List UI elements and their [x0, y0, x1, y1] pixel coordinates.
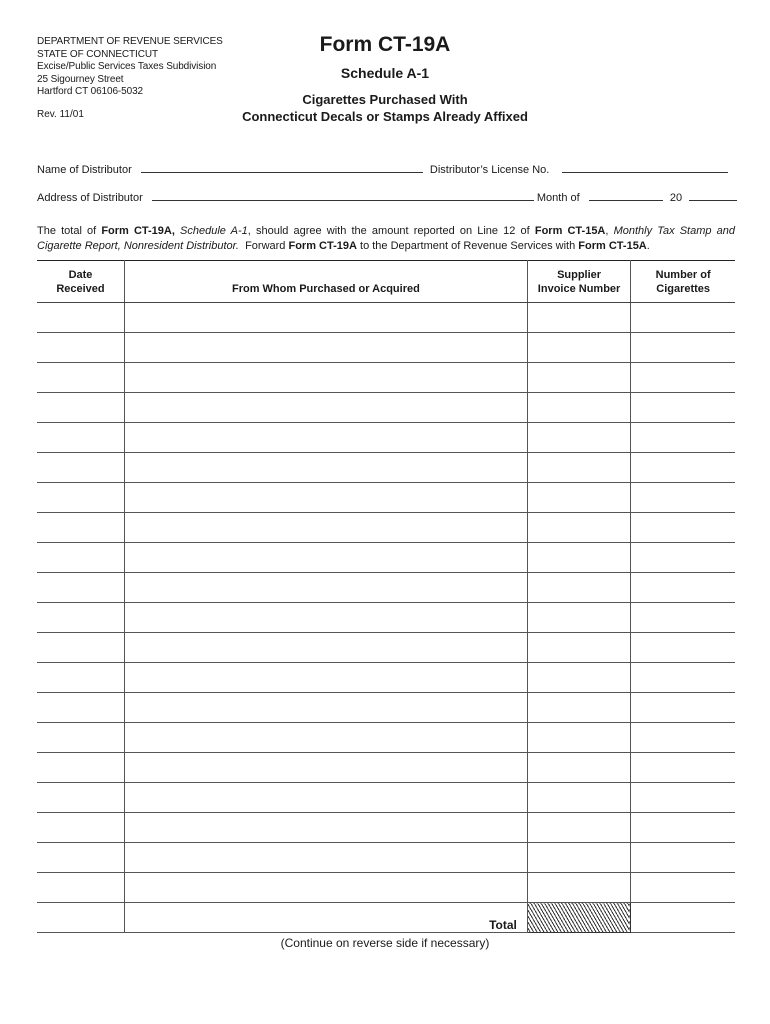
col-header-invoice-number [527, 261, 630, 303]
instructions-schedule-ref: Schedule A-1 [174, 225, 248, 237]
table-row [37, 723, 735, 753]
cigarette-count-cell[interactable] [631, 783, 735, 813]
invoice-number-cell[interactable] [527, 393, 630, 423]
instructions-form-ref-4: Form CT-15A [578, 240, 647, 252]
from-whom-cell[interactable] [124, 843, 527, 873]
instructions-paragraph [37, 224, 735, 254]
col-header-number-of-cigarettes [631, 261, 735, 303]
agency-line-department: DEPARTMENT OF REVENUE SERVICES [37, 36, 223, 47]
cigarette-count-cell[interactable] [631, 813, 735, 843]
table-row [37, 453, 735, 483]
cigarette-count-cell[interactable] [631, 423, 735, 453]
from-whom-cell[interactable] [124, 603, 527, 633]
from-whom-cell[interactable] [124, 513, 527, 543]
instructions-text-2: , should agree with the amount reported on Line 12 of [247, 225, 535, 237]
table-row [37, 333, 735, 363]
from-whom-cell[interactable] [124, 393, 527, 423]
from-whom-cell[interactable] [124, 753, 527, 783]
month-label: Month of [536, 192, 580, 204]
instructions-text-6: . [646, 240, 650, 252]
table-row [37, 693, 735, 723]
date-received-cell[interactable] [37, 603, 124, 633]
license-label: Distributor’s License No. [429, 164, 550, 176]
form-subtitle [220, 91, 550, 125]
table-row [37, 423, 735, 453]
subtitle-line-2: Connecticut Decals or Stamps Already Affixed [242, 109, 528, 124]
col-header-count-line-2: Cigarettes [656, 283, 711, 295]
from-whom-cell[interactable] [124, 573, 527, 603]
col-header-date-received [37, 261, 124, 303]
date-received-cell[interactable] [37, 843, 124, 873]
table-row [37, 543, 735, 573]
invoice-number-cell[interactable] [527, 573, 630, 603]
table-row [37, 513, 735, 543]
total-row-date-cell [37, 903, 124, 933]
date-received-cell[interactable] [37, 573, 124, 603]
cigarette-count-cell[interactable] [631, 303, 735, 333]
date-received-cell[interactable] [37, 723, 124, 753]
from-whom-cell[interactable] [124, 783, 527, 813]
cigarette-count-cell[interactable] [631, 513, 735, 543]
date-received-cell[interactable] [37, 783, 124, 813]
agency-line-subdivision: Excise/Public Services Taxes Subdivision [37, 61, 217, 72]
invoice-number-cell[interactable] [527, 333, 630, 363]
invoice-number-cell[interactable] [527, 783, 630, 813]
col-header-from-whom: From Whom Purchased or Acquired [124, 261, 527, 303]
invoice-number-cell[interactable] [527, 453, 630, 483]
invoice-number-cell[interactable] [527, 693, 630, 723]
col-header-invoice-line-1: Supplier [557, 269, 602, 281]
date-received-cell[interactable] [37, 753, 124, 783]
date-received-cell[interactable] [37, 633, 124, 663]
col-header-date-line-1: Date [68, 269, 93, 281]
from-whom-cell[interactable] [124, 633, 527, 663]
distributor-name-row [37, 163, 728, 176]
date-received-cell[interactable] [37, 663, 124, 693]
distributor-name-field[interactable] [141, 163, 423, 173]
invoice-number-cell[interactable] [527, 483, 630, 513]
date-received-cell[interactable] [37, 543, 124, 573]
table-row [37, 663, 735, 693]
from-whom-cell[interactable] [124, 723, 527, 753]
agency-line-city: Hartford CT 06106-5032 [37, 86, 144, 97]
instructions-form-ref-2: Form CT-15A [534, 225, 606, 237]
from-whom-cell[interactable] [124, 423, 527, 453]
cigarette-count-cell[interactable] [631, 483, 735, 513]
table-header-row [37, 261, 735, 303]
license-number-field[interactable] [562, 163, 728, 173]
total-label: Total [124, 903, 527, 933]
continue-note: (Continue on reverse side if necessary) [280, 936, 490, 950]
table-row [37, 363, 735, 393]
from-whom-cell[interactable] [124, 543, 527, 573]
cigarette-count-cell[interactable] [631, 873, 735, 903]
cigarette-count-cell[interactable] [631, 453, 735, 483]
distributor-name-label: Name of Distributor [37, 164, 132, 176]
from-whom-cell[interactable] [124, 693, 527, 723]
date-received-cell[interactable] [37, 453, 124, 483]
date-received-cell[interactable] [37, 363, 124, 393]
date-received-cell[interactable] [37, 693, 124, 723]
month-field[interactable] [589, 191, 663, 201]
invoice-number-cell[interactable] [527, 543, 630, 573]
table-row [37, 633, 735, 663]
invoice-number-cell[interactable] [527, 723, 630, 753]
cigarette-count-cell[interactable] [631, 603, 735, 633]
invoice-number-cell[interactable] [527, 303, 630, 333]
col-header-invoice-line-2: Invoice Number [537, 283, 621, 295]
subtitle-line-1: Cigarettes Purchased With [302, 92, 468, 107]
date-received-cell[interactable] [37, 813, 124, 843]
table-row [37, 573, 735, 603]
agency-line-state: STATE OF CONNECTICUT [37, 48, 158, 60]
invoice-number-cell[interactable] [527, 753, 630, 783]
from-whom-cell[interactable] [124, 303, 527, 333]
form-title: Form CT-19A [319, 33, 451, 56]
total-invoice-hatched-cell [527, 903, 630, 933]
table-row [37, 393, 735, 423]
year-prefix: 20 [669, 192, 683, 204]
from-whom-cell[interactable] [124, 483, 527, 513]
cigarette-count-cell[interactable] [631, 663, 735, 693]
table-row [37, 753, 735, 783]
agency-address-block [37, 36, 223, 99]
date-received-cell[interactable] [37, 333, 124, 363]
col-header-count-line-1: Number of [655, 269, 711, 281]
cigarette-count-cell[interactable] [631, 573, 735, 603]
cigarette-count-cell[interactable] [631, 693, 735, 723]
instructions-text-4: Forward [238, 240, 289, 252]
invoice-number-cell[interactable] [527, 843, 630, 873]
table-body [37, 303, 735, 933]
schedule-title: Schedule A-1 [340, 65, 430, 81]
table-row [37, 813, 735, 843]
address-label: Address of Distributor [37, 192, 143, 204]
instructions-form-ref-1: Form CT-19A, [101, 225, 175, 237]
table-row [37, 873, 735, 903]
invoice-number-cell[interactable] [527, 633, 630, 663]
cigarette-count-cell[interactable] [631, 723, 735, 753]
year-field[interactable] [689, 191, 737, 201]
cigarette-count-cell[interactable] [631, 333, 735, 363]
from-whom-cell[interactable] [124, 453, 527, 483]
date-received-cell[interactable] [37, 513, 124, 543]
date-received-cell[interactable] [37, 303, 124, 333]
table-row [37, 603, 735, 633]
table-row [37, 843, 735, 873]
invoice-number-cell[interactable] [527, 423, 630, 453]
col-header-date-line-2: Received [56, 283, 105, 295]
cigarette-count-cell[interactable] [631, 543, 735, 573]
from-whom-cell[interactable] [124, 813, 527, 843]
from-whom-cell[interactable] [124, 663, 527, 693]
agency-line-street: 25 Sigourney Street [37, 73, 124, 85]
distributor-address-field[interactable] [152, 191, 534, 201]
invoice-number-cell[interactable] [527, 663, 630, 693]
table-row [37, 303, 735, 333]
invoice-number-cell[interactable] [527, 363, 630, 393]
instructions-report-title: Monthly Tax Stamp and Cigarette Report, Nonresident Distributor. [37, 225, 735, 252]
invoice-number-cell[interactable] [527, 513, 630, 543]
distributor-address-row [37, 191, 737, 204]
date-received-cell[interactable] [37, 873, 124, 903]
from-whom-cell[interactable] [124, 873, 527, 903]
from-whom-cell[interactable] [124, 333, 527, 363]
date-received-cell[interactable] [37, 423, 124, 453]
invoice-number-cell[interactable] [527, 873, 630, 903]
instructions-text-5: to the Department of Revenue Services with [356, 240, 579, 252]
cigarette-count-cell[interactable] [631, 363, 735, 393]
instructions-text-1: The total of [37, 225, 102, 237]
instructions-text-3: , [605, 225, 614, 237]
table-row [37, 783, 735, 813]
invoice-number-cell[interactable] [527, 603, 630, 633]
total-row [37, 903, 735, 933]
date-received-cell[interactable] [37, 393, 124, 423]
total-cigarettes-cell[interactable] [631, 903, 735, 933]
cigarette-count-cell[interactable] [631, 843, 735, 873]
cigarette-count-cell[interactable] [631, 393, 735, 423]
cigarette-count-cell[interactable] [631, 633, 735, 663]
purchase-schedule-table [37, 260, 735, 933]
instructions-form-ref-3: Form CT-19A [288, 240, 357, 252]
table-row [37, 483, 735, 513]
revision-date: Rev. 11/01 [37, 109, 84, 120]
cigarette-count-cell[interactable] [631, 753, 735, 783]
from-whom-cell[interactable] [124, 363, 527, 393]
invoice-number-cell[interactable] [527, 813, 630, 843]
date-received-cell[interactable] [37, 483, 124, 513]
